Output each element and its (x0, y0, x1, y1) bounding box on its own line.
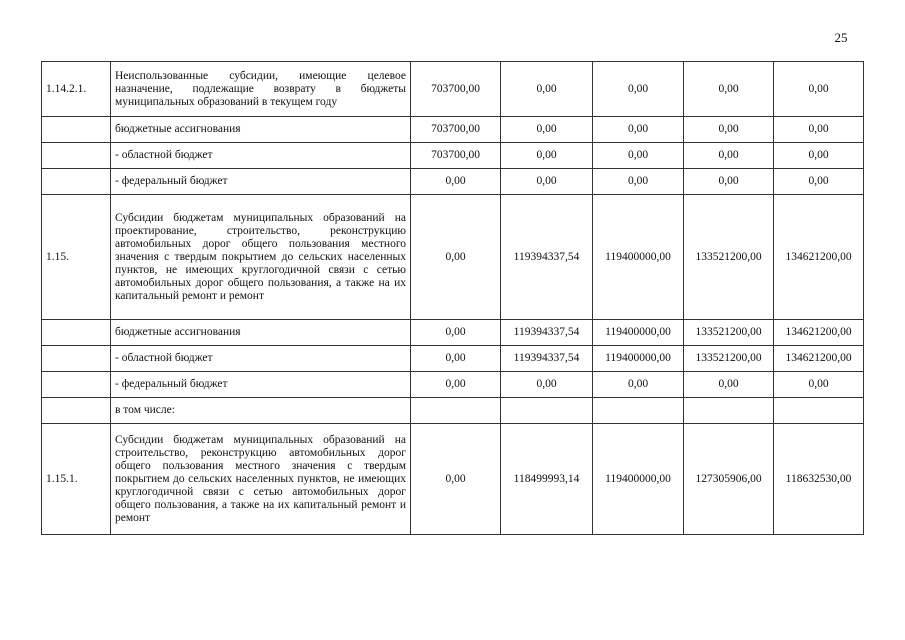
row-code: 1.14.2.1. (42, 62, 111, 117)
value-cell: 0,00 (774, 62, 864, 117)
value-cell: 0,00 (411, 424, 501, 535)
value-cell (774, 398, 864, 424)
value-cell: 127305906,00 (684, 424, 774, 535)
value-cell: 119394337,54 (501, 346, 593, 372)
value-cell: 0,00 (501, 169, 593, 195)
row-description: - федеральный бюджет (111, 169, 411, 195)
row-code (42, 143, 111, 169)
value-cell: 703700,00 (411, 143, 501, 169)
value-cell: 119400000,00 (593, 320, 684, 346)
value-cell: 703700,00 (411, 62, 501, 117)
value-cell: 134621200,00 (774, 320, 864, 346)
value-cell: 0,00 (774, 143, 864, 169)
value-cell: 0,00 (593, 169, 684, 195)
value-cell: 0,00 (774, 372, 864, 398)
value-cell: 0,00 (684, 372, 774, 398)
row-code: 1.15. (42, 195, 111, 320)
value-cell: 118632530,00 (774, 424, 864, 535)
value-cell: 0,00 (501, 143, 593, 169)
value-cell (501, 398, 593, 424)
value-cell: 119400000,00 (593, 424, 684, 535)
table-row (42, 195, 864, 320)
row-code (42, 398, 111, 424)
value-cell: 118499993,14 (501, 424, 593, 535)
value-cell: 0,00 (593, 372, 684, 398)
budget-table (41, 61, 864, 535)
table-row (42, 320, 864, 346)
value-cell: 119400000,00 (593, 195, 684, 320)
value-cell: 0,00 (411, 372, 501, 398)
value-cell: 0,00 (411, 195, 501, 320)
table-row (42, 372, 864, 398)
value-cell: 0,00 (684, 169, 774, 195)
row-code (42, 320, 111, 346)
value-cell: 0,00 (411, 346, 501, 372)
value-cell: 0,00 (684, 62, 774, 117)
value-cell (411, 398, 501, 424)
value-cell: 0,00 (411, 320, 501, 346)
row-description: - областной бюджет (111, 346, 411, 372)
value-cell: 0,00 (593, 117, 684, 143)
table-row (42, 169, 864, 195)
value-cell: 0,00 (501, 62, 593, 117)
row-description: бюджетные ассигнования (111, 117, 411, 143)
table-row (42, 424, 864, 535)
row-code (42, 372, 111, 398)
value-cell: 0,00 (501, 117, 593, 143)
value-cell: 0,00 (684, 117, 774, 143)
value-cell: 133521200,00 (684, 320, 774, 346)
value-cell: 703700,00 (411, 117, 501, 143)
value-cell: 0,00 (593, 62, 684, 117)
value-cell: 133521200,00 (684, 346, 774, 372)
value-cell: 0,00 (684, 143, 774, 169)
row-description: в том числе: (111, 398, 411, 424)
row-code (42, 117, 111, 143)
value-cell: 0,00 (774, 117, 864, 143)
row-description: бюджетные ассигнования (111, 320, 411, 346)
page-number: 25 (834, 30, 848, 45)
value-cell (684, 398, 774, 424)
value-cell: 119394337,54 (501, 320, 593, 346)
value-cell: 134621200,00 (774, 195, 864, 320)
row-code (42, 346, 111, 372)
table-row (42, 346, 864, 372)
value-cell: 0,00 (593, 143, 684, 169)
value-cell: 119400000,00 (593, 346, 684, 372)
row-description: Субсидии бюджетам муниципальных образований на проектирование, строительство, реконструкцию автомобильных дорог общего пользования местного значения с твердым покрытием до сельских населенных пунктов, не имеющих круглогодичной связи с сетью автомобильных дорог общего пользования, а также на их капитальный ремонт и ремонт (111, 195, 411, 320)
value-cell: 119394337,54 (501, 195, 593, 320)
value-cell: 0,00 (501, 372, 593, 398)
row-code: 1.15.1. (42, 424, 111, 535)
value-cell: 0,00 (774, 169, 864, 195)
table-row (42, 398, 864, 424)
row-description: Субсидии бюджетам муниципальных образований на строительство, реконструкцию автомобильных дорог общего пользования местного значения с твердым покрытием до сельских населенных пунктов, не имеющих круглогодичной связи с сетью автомобильных дорог общего пользования, а также на их капитальный ремонт и ремонт (111, 424, 411, 535)
table-row (42, 62, 864, 117)
value-cell: 133521200,00 (684, 195, 774, 320)
table-row (42, 117, 864, 143)
row-description: - федеральный бюджет (111, 372, 411, 398)
value-cell: 0,00 (411, 169, 501, 195)
row-description: Неиспользованные субсидии, имеющие целевое назначение, подлежащие возврату в бюджеты муниципальных образований в текущем году (111, 62, 411, 117)
value-cell: 134621200,00 (774, 346, 864, 372)
row-code (42, 169, 111, 195)
value-cell (593, 398, 684, 424)
row-description: - областной бюджет (111, 143, 411, 169)
table-row (42, 143, 864, 169)
